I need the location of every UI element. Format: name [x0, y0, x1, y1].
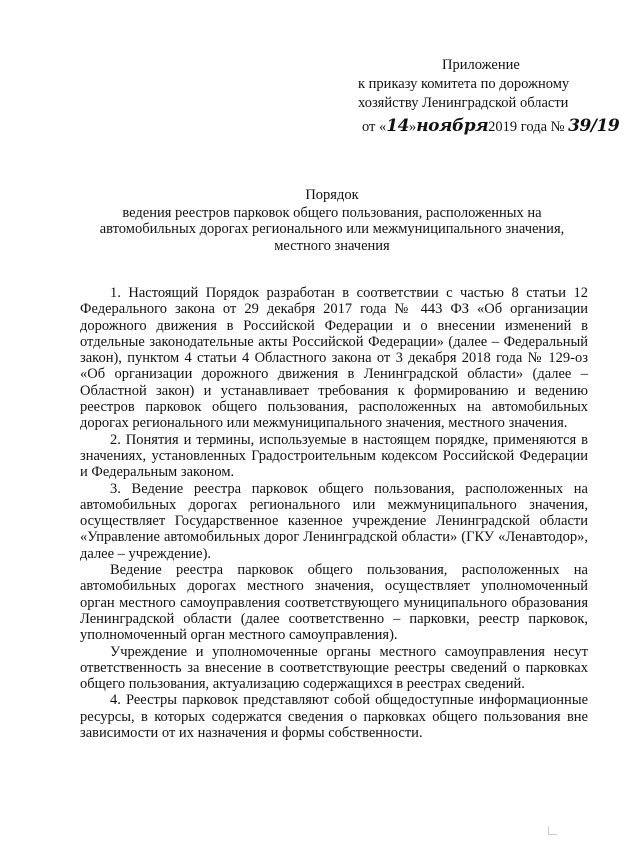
paragraph-1: 1. Настоящий Порядок разработан в соответствии с частью 8 статьи 12 Федерального закона от 29 декабря 2017 года № 443 ФЗ «Об организации дорожного движения в Российской Федерации и о внесении изменений в отдельные законодательные акты Российской Федерации» (далее – Федеральный закон), пунктом 4 статьи 4 Областного закона от 3 декабря 2018 года № 129-оз «Об организации дорожного движения в Ленинградской области» (далее – Областной закон) и устанавливает требования к формированию и ведению реестров парковок общего пользования, расположенных на автомобильных дорогах регионального или межмуниципального значения, местного значения.: [80, 285, 588, 432]
handwritten-order-number: 39/19: [568, 116, 620, 136]
order-date-line: [362, 116, 619, 136]
order-number-label: №: [550, 119, 565, 135]
appendix-order-line: к приказу комитета по дорожному: [358, 76, 570, 92]
date-prefix: от «: [362, 119, 387, 135]
date-year: 2019 года: [488, 119, 548, 135]
appendix-block: [358, 56, 618, 113]
appendix-committee-line: хозяйству Ленинградской области: [358, 95, 569, 111]
paragraph-3-responsibility: Учреждение и уполномоченные органы местного самоуправления несут ответственность за внесение в соответствующие реестры сведений о парковках общего пользования, актуализацию содержащихся в реестрах сведений.: [80, 643, 588, 693]
handwritten-month: ноября: [416, 116, 489, 136]
paragraph-3: 3. Ведение реестра парковок общего пользования, расположенных на автомобильных дорогах регионального или межмуниципального значения, осуществляет Государственное казенное учреждение Ленинградской области «Управление автомобильных дорог Ленинградской области» (ГКУ «Ленавтодор», далее – учреждение).: [80, 480, 588, 562]
date-mid: »: [408, 119, 417, 135]
paragraph-4: 4. Реестры парковок представляют собой общедоступные информационные ресурсы, в которых содержатся сведения о парковках общего пользования вне зависимости от их назначения и формы собственности.: [80, 692, 588, 742]
title-heading: Порядок: [305, 187, 359, 203]
handwritten-day: 14: [386, 116, 409, 136]
title-subtitle: ведения реестров парковок общего пользования, расположенных на автомобильных дорогах регионального или межмуниципального значения, местного значения: [99, 204, 565, 254]
paragraph-3-local: Ведение реестра парковок общего пользования, расположенных на автомобильных дорогах местного значения, осуществляет уполномоченный орган местного самоуправления соответствующего муниципального образования Ленинградской области (далее соответственно – парковки, реестр парковок, уполномоченный орган местного самоуправления).: [80, 562, 588, 644]
scan-corner-mark: [548, 826, 557, 835]
document-title: [80, 187, 584, 254]
appendix-title: Приложение: [442, 57, 520, 73]
paragraph-2: 2. Понятия и термины, используемые в настоящем порядке, применяются в значениях, установленных Градостроительным кодексом Российской Федерации и Федеральным законом.: [80, 431, 588, 481]
document-body: [80, 285, 588, 741]
